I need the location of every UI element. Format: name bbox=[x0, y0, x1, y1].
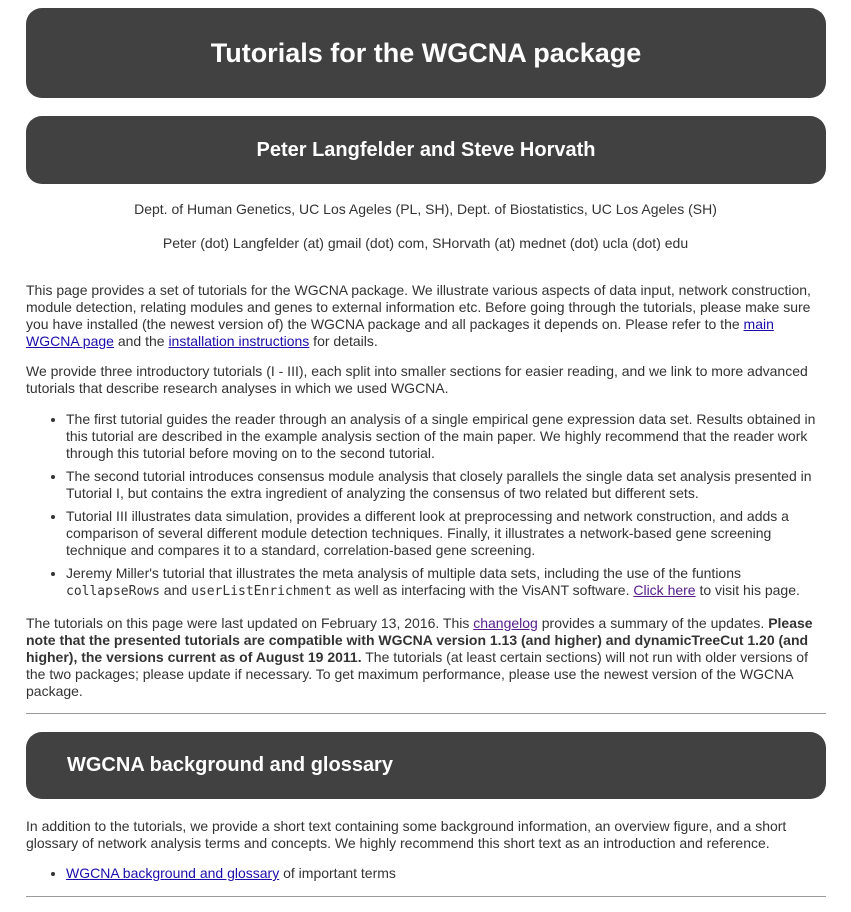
intro-text-mid: and the bbox=[113, 333, 169, 349]
glossary-link-suffix: of important terms bbox=[279, 865, 396, 881]
miller-text-a: Jeremy Miller's tutorial that illustrates the meta analysis of multiple data sets, including the use of the funtions bbox=[66, 565, 742, 581]
update-text-c: The tutorials (at least certain sections) will not run with older versions of the two packages; please update if necessary. To get maximum performance, please use the newest version of the WGCNA package. bbox=[26, 649, 808, 699]
glossary-paragraph: In addition to the tutorials, we provide a short text containing some background information, an overview figure, and a short glossary of network analysis terms and concepts. We highly recommend this short text as an introduction and reference. bbox=[26, 818, 787, 851]
miller-text-c: as well as interfacing with the VisANT software. bbox=[331, 582, 634, 598]
glossary-banner bbox=[26, 732, 826, 799]
main-wgcna-page-link[interactable]: main WGCNA page bbox=[26, 316, 774, 349]
authors-banner bbox=[26, 116, 826, 184]
intro-text-start: This page provides a set of tutorials for the WGCNA package. We illustrate various aspects of data input, network construction, module detection, relating modules and genes to external information etc. Before going through the tutorials, please make sure you have installed (the newest version of) the WGCNA package and all packages it depends on. Please refer to the bbox=[26, 282, 811, 332]
tutorials-intro-paragraph: We provide three introductory tutorials (I - III), each split into smaller sections for easier reading, and we link to more advanced tutorials that describe research analyses in which we used WGCNA. bbox=[26, 363, 808, 396]
intro-text-end: for details. bbox=[309, 333, 378, 349]
email-text: Peter (dot) Langfelder (at) gmail (dot) com, SHorvath (at) mednet (dot) ucla (dot) edu bbox=[162, 235, 689, 251]
list-item-tutorial-1: • The first tutorial guides the reader through an analysis of a single empirical gene expression data set. Results obtained in this tutorial are described in the example analysis section of the main paper. We highly recommend that the reader work through this tutorial before moving on to the second tutorial. bbox=[66, 411, 821, 462]
intro-paragraph bbox=[26, 282, 821, 350]
click-here-link[interactable]: Click here bbox=[633, 582, 696, 598]
glossary-link[interactable]: WGCNA background and glossary bbox=[66, 865, 280, 881]
affiliation-text: Dept. of Human Genetics, UC Los Ageles (PL, SH), Dept. of Biostatistics, UC Los Ageles (SH) bbox=[134, 201, 717, 217]
list-item-glossary bbox=[66, 865, 821, 882]
update-text-a: The tutorials on this page were last updated on February 13, 2016. This bbox=[26, 615, 474, 631]
page-title-banner bbox=[26, 8, 826, 98]
compatibility-note: Please note that the presented tutorials are compatible with WGCNA version 1.13 (and higher) and dynamicTreeCut 1.20 (and higher), the versions current as of August 19 2011. bbox=[26, 615, 813, 665]
list-item-tutorial-3: • Tutorial III illustrates data simulation, provides a different look at preprocessing and network construction, and adds a comparison of several different module detection techniques. Finally, it illustrates a network-based gene screening technique and compares it to a standard, correlation-based gene screening. bbox=[66, 508, 821, 559]
collapse-rows-code: collapseRows bbox=[66, 584, 160, 599]
list-item-miller-tutorial bbox=[66, 565, 821, 600]
glossary-list bbox=[26, 865, 821, 888]
glossary-heading: WGCNA background and glossary bbox=[67, 754, 393, 776]
tutorial-list bbox=[26, 411, 821, 606]
miller-text-d: to visit his page. bbox=[695, 582, 800, 598]
page-title: Tutorials for the WGCNA package bbox=[210, 38, 642, 68]
authors-heading: Peter Langfelder and Steve Horvath bbox=[256, 139, 596, 161]
user-list-enrichment-code: userListEnrichment bbox=[191, 584, 332, 599]
bottom-divider bbox=[26, 896, 826, 897]
changelog-link[interactable]: changelog bbox=[473, 615, 538, 631]
update-text-b: provides a summary of the updates. bbox=[537, 615, 769, 631]
section-divider bbox=[26, 713, 826, 714]
update-paragraph bbox=[26, 615, 821, 700]
miller-text-b: and bbox=[159, 582, 192, 598]
installation-instructions-link[interactable]: installation instructions bbox=[168, 333, 310, 349]
list-item-tutorial-2: • The second tutorial introduces consensus module analysis that closely parallels the single data set analysis presented in Tutorial I, but contains the extra ingredient of analyzing the consensus of two related but different sets. bbox=[66, 468, 821, 502]
